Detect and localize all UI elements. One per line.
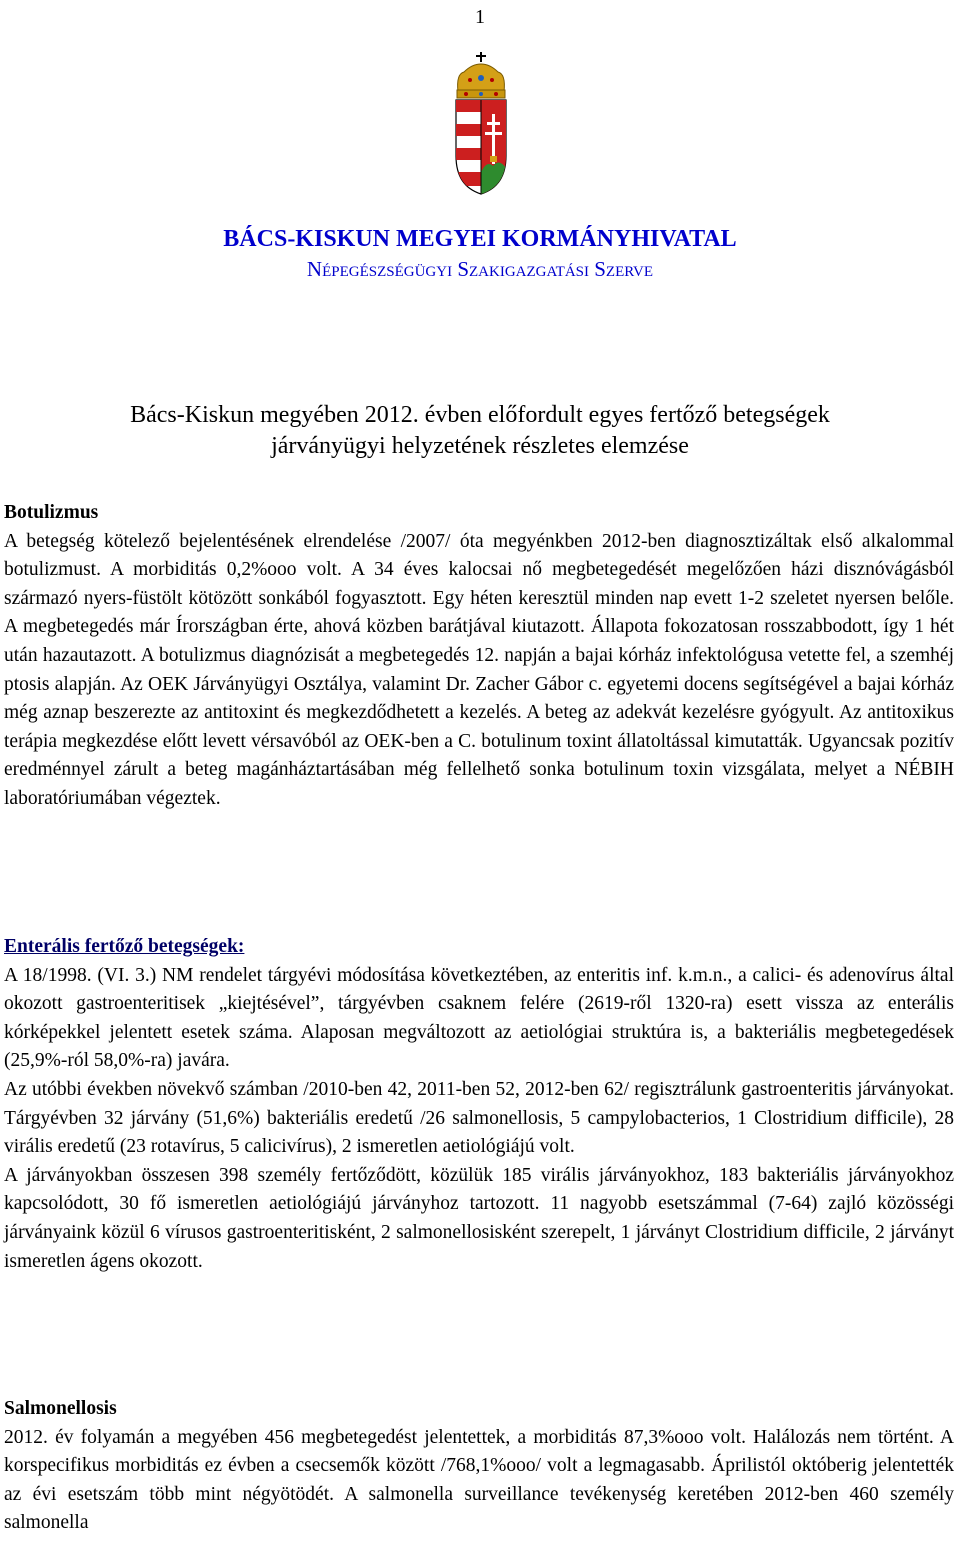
section-heading: Salmonellosis (4, 1398, 117, 1419)
section-paragraph: A 18/1998. (VI. 3.) NM rendelet tárgyévi módosítása következtében, az enteritis inf. k.m.n., a calici- és adenovírus által okozott gastroenteritisek „kiejtésével”, tárgyévben csaknem felére (2619-ről 1320-ra) esett vissza az enterális kórképekkel jelentett esetek száma. Alaposan megváltozott az aetiológiai struktúra is, a bakteriális megbetegedések (25,9%-ról 58,0%-ra) javára. (4, 964, 954, 1072)
agency-header (0, 224, 960, 282)
shield-icon (456, 100, 506, 195)
section-paragraph: A járványokban összesen 398 személy fertőződött, közülük 185 virális járványokhoz, 183 bakteriális járványokhoz kapcsolódott, 30 fő ismeretlen aetiológiájú járványhoz tartozott. 11 nagyobb esetszámmal (7-64) zajló közösségi járványaink közül 6 vírusos gastroenteritisként, 2 salmonellosisként szerepelt, 1 járványt Clostridium difficile, 2 járványt ismeretlen ágens okozott. (4, 1164, 954, 1272)
section-enteralis (4, 933, 954, 1276)
coat-of-arms-icon (452, 52, 510, 195)
section-heading: Botulizmus (4, 502, 99, 523)
section-paragraph: 2012. év folyamán a megyében 456 megbetegedést jelentettek, a morbiditás 87,3%ooo volt. Halálozás nem történt. A korspecifikus morbiditás ez évben a csecsemők között /768,1%ooo/ volt a legmagasabb. Áprilistól októberig jelentették az évi esetszám több mint négyötödét. A salmonella surveillance tevékenység keretében 2012-ben 460 személy salmonella (4, 1426, 954, 1534)
page-number: 1 (475, 6, 485, 28)
section-heading: Enterális fertőző betegségek: (4, 936, 245, 957)
agency-name: BÁCS-KISKUN MEGYEI KORMÁNYHIVATAL (223, 226, 737, 252)
agency-subtitle: Népegészségügyi Szakigazgatási Szerve (306, 257, 654, 281)
crown-icon (457, 52, 505, 98)
section-salmonellosis (4, 1395, 954, 1538)
section-paragraph: A betegség kötelező bejelentésének elrendelése /2007/ óta megyénkben 2012-ben diagnosztizáltak első alkalommal botulizmust. A morbiditás 0,2%ooo volt. A 34 éves kalocsai nő megbetegedését megelőzően házi disznóvágásból származó nyers-füstölt kötözött sonkából fogyasztott. Egy héten keresztül minden nap evett 1-2 szeletet nyersen belőle. A megbetegedés már Írországban érte, ahová közben barátjával kiutazott. Állapota fokozatosan rosszabbodott, így 1 hét után hazautazott. A botulizmus diagnózisát a megbetegedés 12. napján a bajai kórház infektológusa vetette fel, a szemhéj ptosis alapján. Az OEK Járványügyi Osztálya, valamint Dr. Zacher Gábor c. egyetemi docens segítségével a bajai kórház még aznap beszerezte az antitoxint és megkezdődhetett a kezelés. A beteg az adekvát kezelésre gyógyult. Az antitoxikus terápia megkezdése előtt levett vérsavóból az OEK-ben a C. botulinum toxint állatoltással kimutatták. Ugyancsak pozitív eredménnyel zárult a beteg magánháztartásában még fellelhető sonka botulinum toxin vizsgálata, melyet a NÉBIH laboratóriumában végeztek. (4, 530, 954, 809)
section-paragraph: Az utóbbi években növekvő számban /2010-ben 42, 2011-ben 52, 2012-ben 62/ regisztrálunk gastroenteritis járványokat. Tárgyévben 32 járvány (51,6%) bakteriális eredetű /26 salmonellosis, 5 campylobacterios, 1 Clostridium difficile), 28 virális eredetű (23 rotavírus, 5 calicivírus), 2 ismeretlen aetiológiájú volt. (4, 1078, 954, 1158)
document-title (0, 400, 960, 462)
section-botulizmus (4, 499, 954, 814)
document-title-line-2: járványügyi helyzetének részletes elemzése (271, 433, 689, 459)
document-title-line-1: Bács-Kiskun megyében 2012. évben előfordult egyes fertőző betegségek (130, 402, 830, 428)
